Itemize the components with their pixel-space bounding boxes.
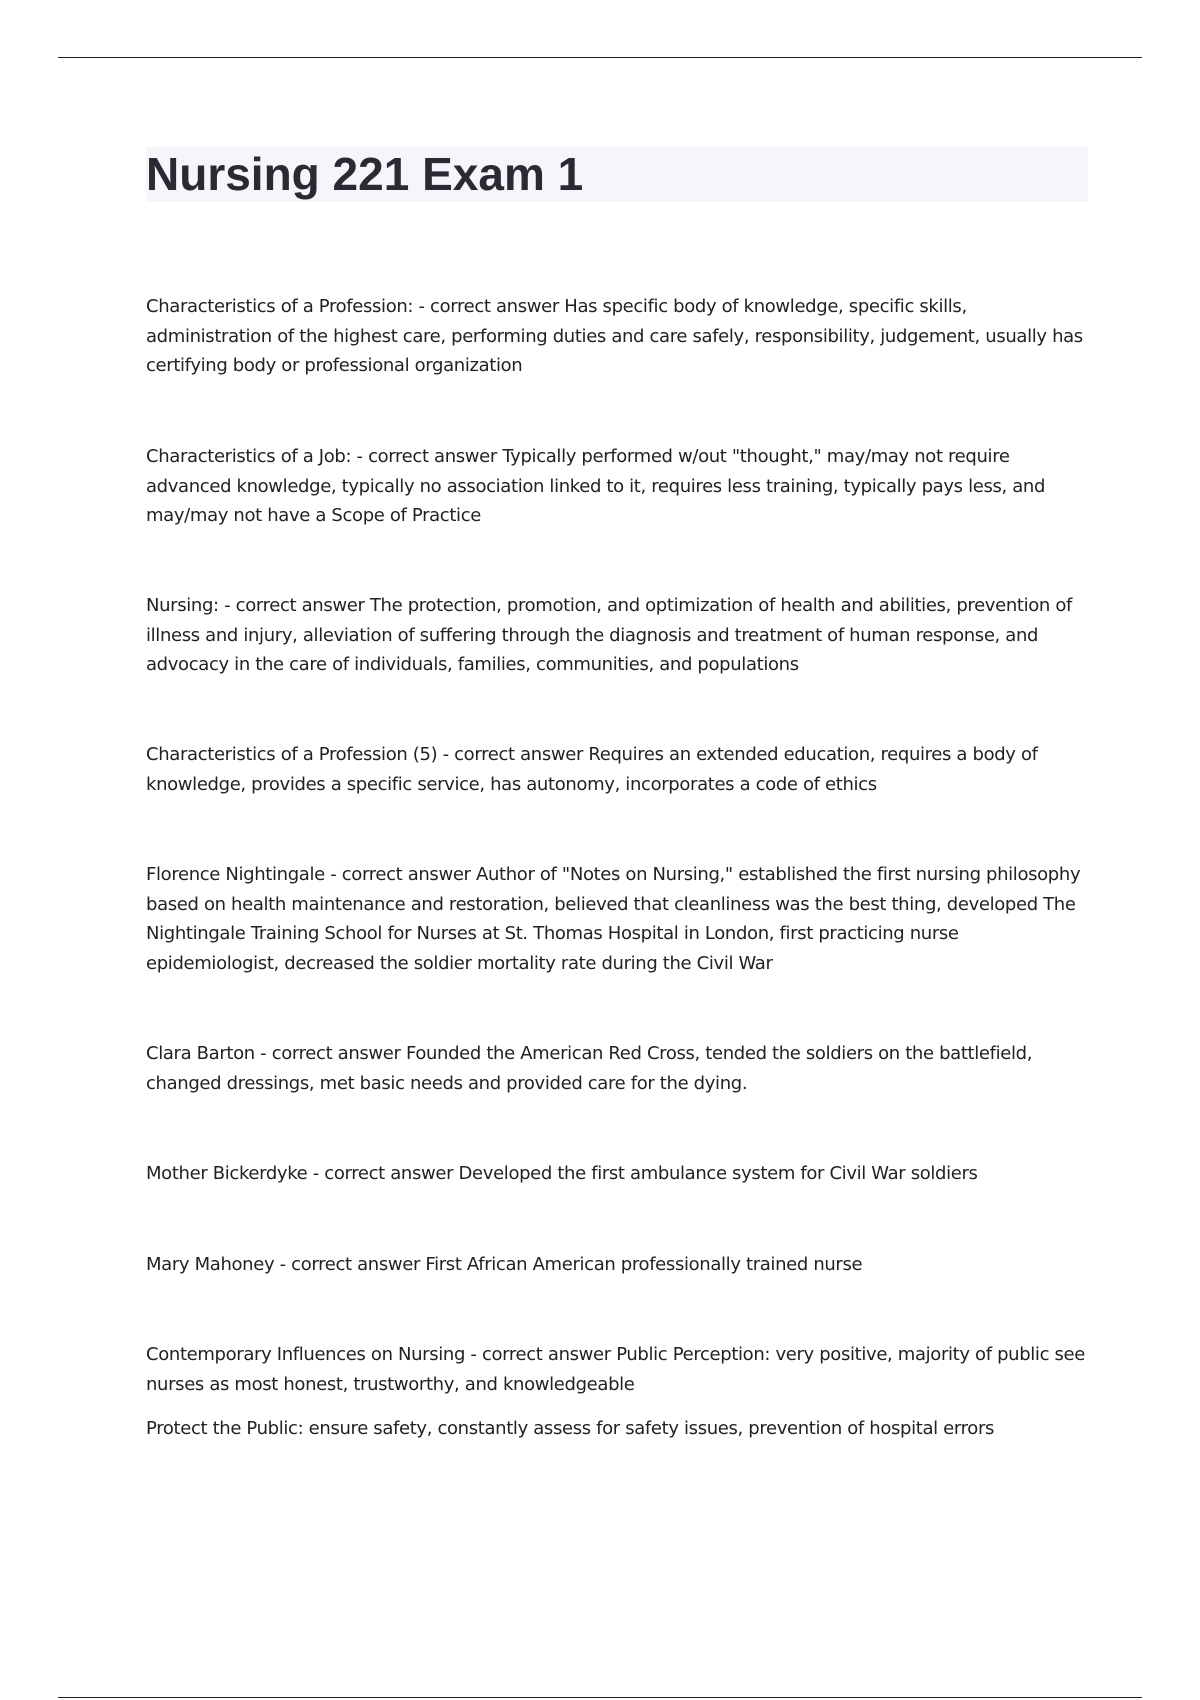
entry-term: Contemporary Influences on Nursing - [146, 1344, 482, 1365]
answer-marker: correct answer [291, 1254, 421, 1275]
qa-entry-profession-5 [146, 740, 1092, 799]
qa-entry-nursing [146, 591, 1092, 680]
entry-term: Characteristics of a Profession (5) - [146, 744, 454, 765]
qa-entry-barton [146, 1039, 1092, 1098]
entry-term: Mary Mahoney - [146, 1254, 291, 1275]
document-title: Nursing 221 Exam 1 [146, 148, 584, 200]
entry-term: Clara Barton - [146, 1043, 272, 1064]
answer-marker: correct answer [430, 296, 559, 317]
qa-entry-nightingale [146, 860, 1092, 978]
entry-answer: Developed the first ambulance system for Civil War soldiers [458, 1163, 978, 1184]
qa-entry-bickerdyke [146, 1159, 1092, 1189]
answer-marker: correct answer [368, 446, 497, 467]
entry-answer: Typically performed w/out "thought," may/may not require advanced knowledge, typically no association linked to it, requires less training, typically pays less, and may/may not have a Scope of Practice [146, 446, 1046, 526]
entry-answer: The protection, promotion, and optimization of health and abilities, prevention of illness and injury, alleviation of suffering through the diagnosis and treatment of human response, and advocacy in the care of individuals, families, communities, and populations [146, 595, 1072, 675]
qa-entry-mahoney [146, 1250, 1092, 1280]
answer-marker: correct answer [454, 744, 584, 765]
qa-entry-contemporary [146, 1340, 1092, 1399]
answer-marker: correct answer [235, 595, 365, 616]
qa-continuation: Protect the Public: ensure safety, constantly assess for safety issues, prevention of hospital errors [146, 1418, 995, 1439]
qa-entry-profession [146, 292, 1092, 381]
entry-answer: Has specific body of knowledge, specific skills, administration of the highest care, performing duties and care safely, responsibility, judgement, usually has certifying body or professional organization [146, 296, 1083, 376]
answer-marker: correct answer [324, 1163, 454, 1184]
entry-term: Characteristics of a Profession: - [146, 296, 430, 317]
bottom-rule [58, 1697, 1142, 1698]
entry-answer: Public Perception: very positive, majority of public see nurses as most honest, trustworthy, and knowledgeable [146, 1344, 1085, 1395]
entry-answer: Author of "Notes on Nursing," established the first nursing philosophy based on health maintenance and restoration, believed that cleanliness was the best thing, developed The Nightingale Training School for Nurses at St. Thomas Hospital in London, first practicing nurse epidemiologist, decreased the soldier mortality rate during the Civil War [146, 864, 1081, 974]
entry-answer: Requires an extended education, requires a body of knowledge, provides a specific service, has autonomy, incorporates a code of ethics [146, 744, 1038, 795]
entry-term: Nursing: - [146, 595, 236, 616]
entry-term: Characteristics of a Job: - [146, 446, 368, 467]
entry-term: Mother Bickerdyke - [146, 1163, 324, 1184]
entry-answer: First African American professionally trained nurse [425, 1254, 863, 1275]
qa-entry-job [146, 442, 1092, 531]
answer-marker: correct answer [481, 1344, 611, 1365]
answer-marker: correct answer [341, 864, 471, 885]
entry-term: Florence Nightingale - [146, 864, 342, 885]
answer-marker: correct answer [271, 1043, 401, 1064]
entry-answer: Founded the American Red Cross, tended the soldiers on the battlefield, changed dressings, met basic needs and provided care for the dying. [146, 1043, 1033, 1094]
top-rule [58, 57, 1142, 58]
